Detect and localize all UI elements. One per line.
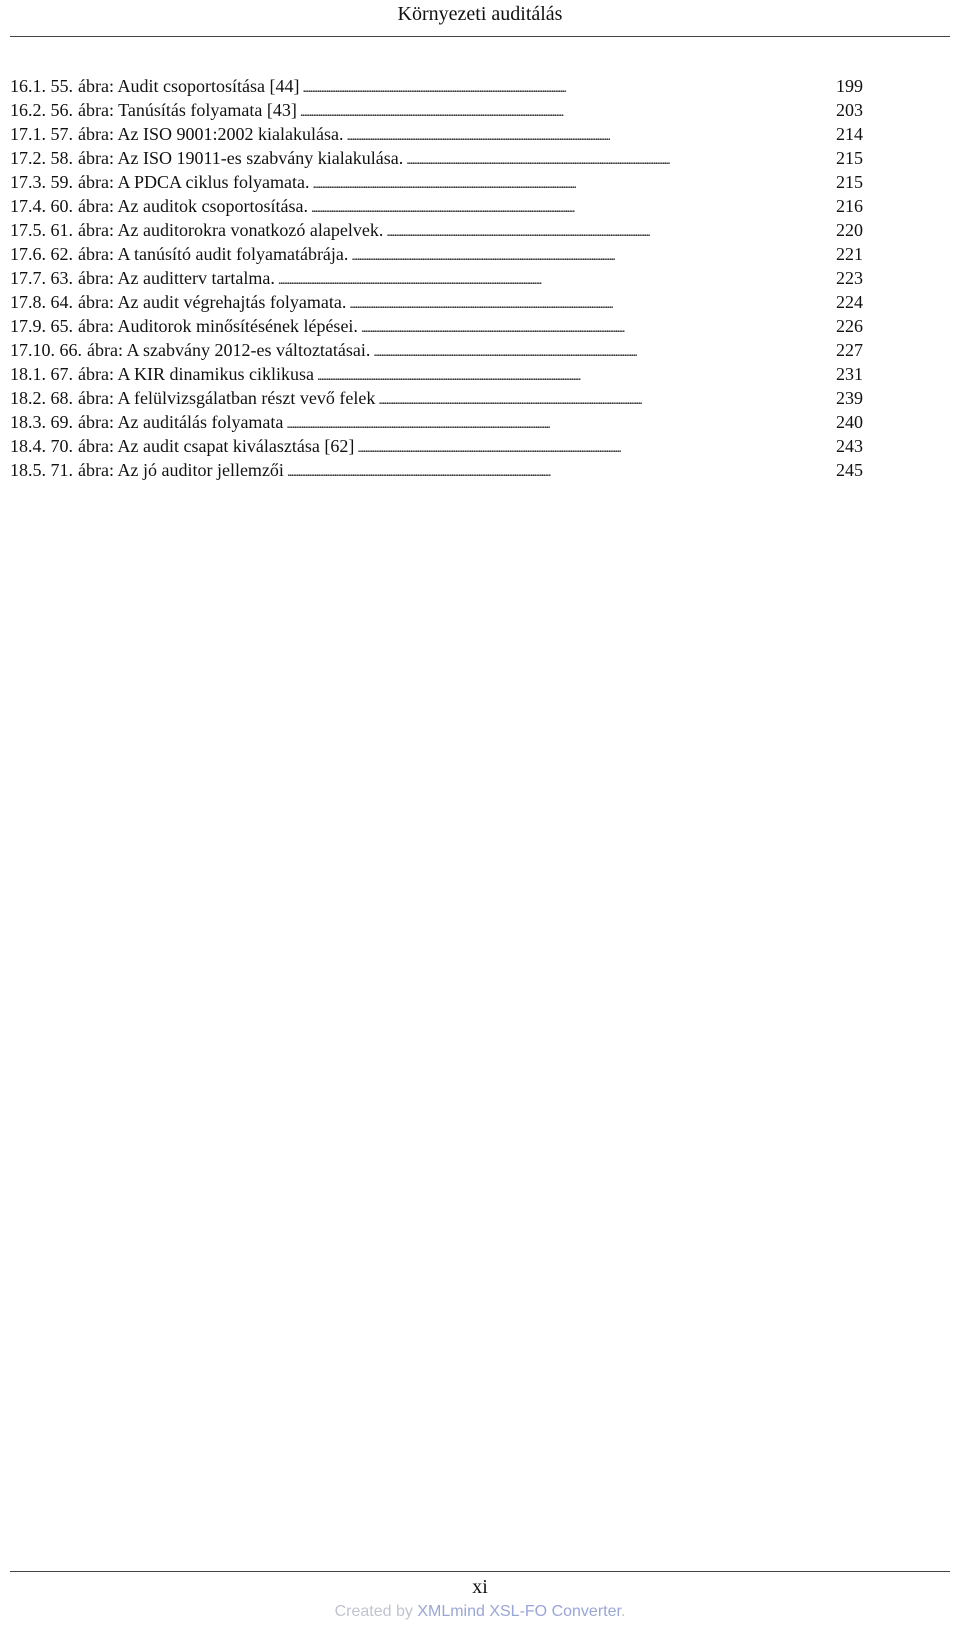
toc-entry-number: 17.10. 66. [10, 340, 82, 360]
toc-entry-title: ábra: Az auditorokra vonatkozó alapelvek. [78, 220, 384, 240]
toc-entry[interactable] [10, 266, 863, 290]
toc-entry-title: ábra: A tanúsító audit folyamatábrája. [78, 244, 349, 264]
toc-entry-number: 17.9. 65. [10, 316, 73, 336]
toc-entry-number: 17.7. 63. [10, 268, 73, 288]
toc-entry[interactable] [10, 362, 863, 386]
toc-entry-page: 243 [836, 436, 863, 456]
toc-dot-leader [311, 194, 832, 218]
credit-brand: XMLmind XSL-FO Converter [417, 1603, 621, 1620]
toc-entry-title: ábra: Tanúsítás folyamata [43] [78, 100, 297, 120]
toc-entry[interactable] [10, 146, 863, 170]
toc-dot-leader [317, 362, 832, 386]
toc-entry-page: 226 [836, 316, 863, 336]
toc-entry-title: ábra: Az audit végrehajtás folyamata. [78, 292, 347, 312]
toc-entry-title: ábra: Audit csoportosítása [44] [78, 76, 300, 96]
toc-entry-title: ábra: Auditorok minősítésének lépései. [78, 316, 358, 336]
toc-entry-number: 16.1. 55. [10, 76, 73, 96]
toc-entry[interactable] [10, 74, 863, 98]
page-number: xi [472, 1576, 488, 1598]
toc-entry-page: 216 [836, 196, 863, 216]
toc-entry-title: ábra: Az auditálás folyamata [78, 412, 284, 432]
toc-entry-title: ábra: A PDCA ciklus folyamata. [78, 172, 310, 192]
toc-entry[interactable] [10, 410, 863, 434]
toc-entry[interactable] [10, 98, 863, 122]
toc-entry-number: 17.1. 57. [10, 124, 73, 144]
toc-dot-leader [386, 218, 832, 242]
toc-entry-page: 245 [836, 460, 863, 480]
toc-entry-number: 18.2. 68. [10, 388, 73, 408]
toc-entry-number: 17.6. 62. [10, 244, 73, 264]
toc-entry-number: 17.2. 58. [10, 148, 73, 168]
toc-dot-leader [378, 386, 832, 410]
converter-credit [0, 1602, 960, 1622]
toc-entry-title: ábra: Az audit csapat kiválasztása [62] [78, 436, 355, 456]
toc-entry-page: 223 [836, 268, 863, 288]
toc-dot-leader [346, 122, 832, 146]
toc-entry[interactable] [10, 122, 863, 146]
running-title: Környezeti auditálás [397, 3, 563, 25]
toc-entry-number: 17.3. 59. [10, 172, 73, 192]
footer-rule [10, 1571, 950, 1572]
toc-entry-title: ábra: Az ISO 9001:2002 kialakulása. [78, 124, 344, 144]
toc-dot-leader [286, 410, 832, 434]
toc-entry-page: 221 [836, 244, 863, 264]
toc-dot-leader [349, 290, 832, 314]
toc-entry-page: 224 [836, 292, 863, 312]
toc-entry-title: ábra: A szabvány 2012-es változtatásai. [87, 340, 371, 360]
toc-entry-page: 199 [836, 76, 863, 96]
toc-dot-leader [302, 74, 832, 98]
toc-entry-page: 231 [836, 364, 863, 384]
credit-suffix: . [620, 1603, 626, 1620]
toc-entry-page: 240 [836, 412, 863, 432]
toc-entry-page: 214 [836, 124, 863, 144]
toc-entry-number: 17.5. 61. [10, 220, 73, 240]
toc-entry[interactable] [10, 242, 863, 266]
toc-entry-page: 215 [836, 172, 863, 192]
toc-entry-number: 17.8. 64. [10, 292, 73, 312]
toc-entry-title: ábra: Az auditterv tartalma. [78, 268, 275, 288]
toc-entry-number: 16.2. 56. [10, 100, 73, 120]
credit-prefix: Created by [334, 1603, 418, 1620]
toc-entry-title: ábra: A KIR dinamikus ciklikusa [78, 364, 314, 384]
toc-entry[interactable] [10, 314, 863, 338]
toc-entry-page: 215 [836, 148, 863, 168]
toc-entry-page: 220 [836, 220, 863, 240]
toc-entry-number: 18.3. 69. [10, 412, 73, 432]
toc-entry-number: 18.5. 71. [10, 460, 73, 480]
toc-entry[interactable] [10, 458, 863, 482]
toc-entry[interactable] [10, 170, 863, 194]
toc-entry-title: ábra: Az ISO 19011-es szabvány kialakulása. [78, 148, 404, 168]
toc-dot-leader [287, 458, 832, 482]
toc-entry-number: 18.4. 70. [10, 436, 73, 456]
toc-dot-leader [361, 314, 832, 338]
toc-entry[interactable] [10, 194, 863, 218]
toc-dot-leader [373, 338, 832, 362]
toc-dot-leader [406, 146, 832, 170]
toc-entry[interactable] [10, 290, 863, 314]
toc-entry[interactable] [10, 434, 863, 458]
toc-entry-number: 18.1. 67. [10, 364, 73, 384]
list-of-figures [10, 74, 863, 482]
toc-entry-title: ábra: A felülvizsgálatban részt vevő felek [78, 388, 376, 408]
toc-entry-page: 203 [836, 100, 863, 120]
toc-entry-page: 227 [836, 340, 863, 360]
toc-dot-leader [300, 98, 832, 122]
toc-entry-title: ábra: Az jó auditor jellemzői [78, 460, 284, 480]
toc-dot-leader [312, 170, 832, 194]
toc-entry-title: ábra: Az auditok csoportosítása. [78, 196, 308, 216]
page-header [10, 0, 950, 37]
toc-entry-number: 17.4. 60. [10, 196, 73, 216]
toc-entry-page: 239 [836, 388, 863, 408]
toc-entry[interactable] [10, 338, 863, 362]
toc-entry[interactable] [10, 218, 863, 242]
toc-entry[interactable] [10, 386, 863, 410]
toc-dot-leader [351, 242, 832, 266]
toc-dot-leader [278, 266, 832, 290]
toc-dot-leader [357, 434, 832, 458]
